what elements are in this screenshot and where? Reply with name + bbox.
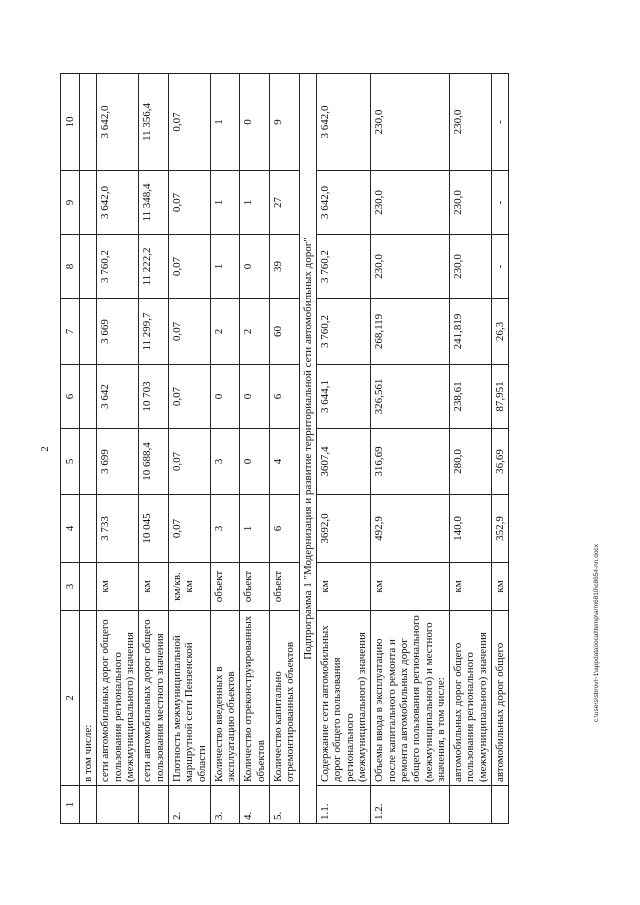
table-row [210,74,240,824]
unit-cell: объект [210,563,240,611]
value-cell: 3 699 [97,429,139,495]
row-number: 2. [168,786,210,824]
value-cell [80,429,97,495]
value-cell: 9 [270,74,300,171]
page-number: 2 [39,446,51,452]
unit-cell: км [97,563,139,611]
value-cell: - [492,235,509,299]
value-cell: 230,0 [371,171,450,235]
row-number: 1.2. [371,786,450,824]
rotated-table-wrapper [60,74,570,824]
header-cell-2: 2 [61,611,80,786]
value-cell: 0 [240,429,270,495]
value-cell: 241,819 [450,299,492,365]
indicator-name: Количество отреконструированных объектов [240,611,270,786]
value-cell: 1 [240,495,270,563]
table-row [299,74,316,824]
value-cell: 3 644,1 [317,365,371,429]
value-cell [80,495,97,563]
header-cell-9: 9 [61,171,80,235]
row-number: 5. [270,786,300,824]
header-row [61,74,80,824]
header-cell-8: 8 [61,235,80,299]
value-cell [80,171,97,235]
table-row [139,74,169,824]
value-cell: 3 733 [97,495,139,563]
value-cell: 3692,0 [317,495,371,563]
value-cell: 140,0 [450,495,492,563]
row-number: 3. [210,786,240,824]
table-row [240,74,270,824]
value-cell: 10 703 [139,365,169,429]
table-row [371,74,450,824]
unit-cell: км/кв. км [168,563,210,611]
value-cell: 10 688,4 [139,429,169,495]
value-cell: 0,07 [168,495,210,563]
value-cell: 87,951 [492,365,509,429]
value-cell: 492,9 [371,495,450,563]
indicator-name: автомобильных дорог общего [492,611,509,786]
value-cell: 3 [210,495,240,563]
indicator-name: сети автомобильных дорог общего пользования местного значения [139,611,169,786]
table-row [450,74,492,824]
value-cell: 0,07 [168,429,210,495]
value-cell: 268,119 [371,299,450,365]
value-cell: 230,0 [371,74,450,171]
value-cell: 6 [270,365,300,429]
value-cell: 326,561 [371,365,450,429]
header-cell-3: 3 [61,563,80,611]
value-cell: 1 [240,171,270,235]
value-cell: 3 [210,429,240,495]
value-cell: 3 760,2 [317,235,371,299]
row-number [450,786,492,824]
row-number: 4. [240,786,270,824]
value-cell: 230,0 [450,74,492,171]
value-cell: 0 [240,365,270,429]
value-cell: 3 760,2 [97,235,139,299]
value-cell: 3607,4 [317,429,371,495]
value-cell: 27 [270,171,300,235]
value-cell [80,235,97,299]
value-cell: 60 [270,299,300,365]
header-cell-7: 7 [61,299,80,365]
value-cell: 0 [210,365,240,429]
value-cell: 230,0 [450,235,492,299]
header-cell-4: 4 [61,495,80,563]
value-cell: 0 [240,235,270,299]
value-cell: 2 [210,299,240,365]
row-number [139,786,169,824]
table-row [168,74,210,824]
indicator-name: Содержание сети автомобильных дорог общего пользования регионального (межмуниципального) значения [317,611,371,786]
row-number [80,786,97,824]
value-cell: - [492,74,509,171]
unit-cell: объект [270,563,300,611]
value-cell: 238,61 [450,365,492,429]
unit-cell: объект [240,563,270,611]
indicator-name: автомобильных дорог общего пользования регионального (межмуниципального) значения [450,611,492,786]
value-cell: 4 [270,429,300,495]
value-cell: 0,07 [168,74,210,171]
value-cell: 230,0 [450,171,492,235]
value-cell: 3 642,0 [317,74,371,171]
value-cell: 230,0 [371,235,450,299]
value-cell: 0,07 [168,171,210,235]
value-cell: 11 356,4 [139,74,169,171]
value-cell: 3 642,0 [97,171,139,235]
unit-cell: км [317,563,371,611]
rotated-table [60,74,570,824]
value-cell: 26,3 [492,299,509,365]
indicator-name: Плотность межмуниципальной маршрутной сети Пензенской области [168,611,210,786]
unit-cell: км [371,563,450,611]
value-cell [80,365,97,429]
header-cell-6: 6 [61,365,80,429]
value-cell: 11 348,4 [139,171,169,235]
value-cell: 3 669 [97,299,139,365]
unit-cell [80,563,97,611]
indicator-name: Объемы ввода в эксплуатацию после капитального ремонта и ремонта автомобильных дорог общего пользования регионального (межмуниципального) и местного значения, в том числе: [371,611,450,786]
indicator-name: Количество введенных в эксплуатацию объектов [210,611,240,786]
value-cell: 1 [210,171,240,235]
table-body [61,74,509,824]
header-cell-1: 1 [61,786,80,824]
value-cell: 0,07 [168,299,210,365]
file-path-footer: c:\users\sbrovl~1\appdata\local\temp\arm6810\c8654-nn.docx [593,544,600,722]
value-cell: 3 760,2 [317,299,371,365]
value-cell: 11 222,2 [139,235,169,299]
value-cell: 3 642 [97,365,139,429]
indicators-table [60,73,509,824]
unit-cell: км [139,563,169,611]
indicator-name: Количество капитально отремонтированных объектов [270,611,300,786]
header-cell-10: 10 [61,74,80,171]
value-cell: 0,07 [168,365,210,429]
value-cell: 0 [240,74,270,171]
value-cell: 3 642,0 [97,74,139,171]
value-cell: 36,69 [492,429,509,495]
value-cell: 352,9 [492,495,509,563]
value-cell: 2 [240,299,270,365]
value-cell: 280,0 [450,429,492,495]
value-cell: 1 [210,74,240,171]
value-cell: 6 [270,495,300,563]
value-cell: 39 [270,235,300,299]
indicator-name: в том числе: [80,611,97,786]
header-cell-5: 5 [61,429,80,495]
value-cell: 11 299,7 [139,299,169,365]
row-number: 1.1. [317,786,371,824]
value-cell: 316,69 [371,429,450,495]
value-cell: 10 045 [139,495,169,563]
subprogram-title: Подпрограмма 1 "Модернизация и развитие территориальной сети автомобильных дорог" [299,74,316,824]
table-row [317,74,371,824]
value-cell [80,74,97,171]
value-cell: - [492,171,509,235]
value-cell: 0,07 [168,235,210,299]
unit-cell: км [492,563,509,611]
table-row [80,74,97,824]
value-cell: 1 [210,235,240,299]
value-cell [80,299,97,365]
row-number [492,786,509,824]
value-cell: 3 642,0 [317,171,371,235]
table-row [270,74,300,824]
unit-cell: км [450,563,492,611]
table-row [492,74,509,824]
row-number [97,786,139,824]
indicator-name: сети автомобильных дорог общего пользования регионального (межмуниципального) значения [97,611,139,786]
table-row [97,74,139,824]
